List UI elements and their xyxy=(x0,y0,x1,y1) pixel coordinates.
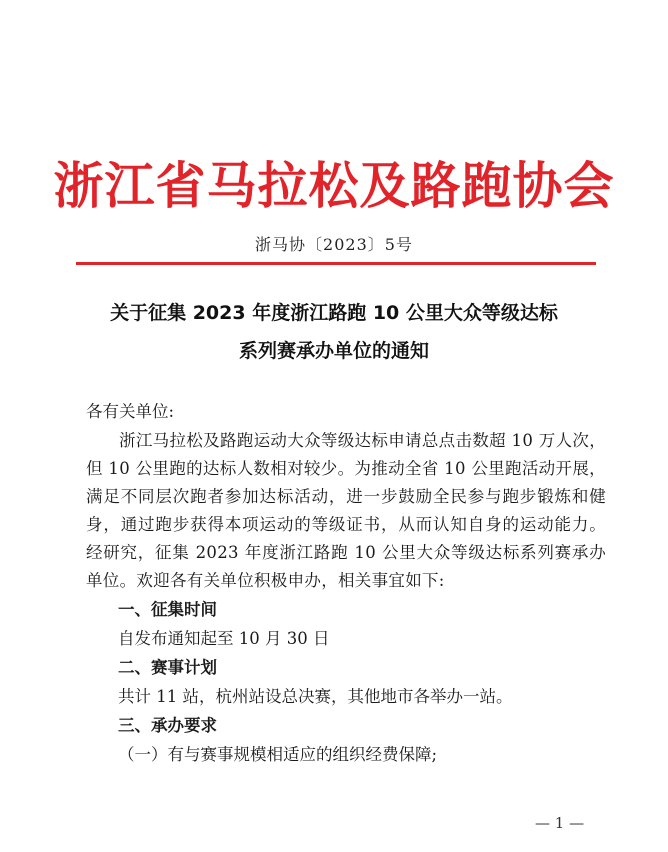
section-3-item-1: （一）有与赛事规模相适应的组织经费保障; xyxy=(118,745,438,764)
organization-title: 浙江省马拉松及路跑协会 xyxy=(53,156,615,215)
document-number: 浙马协〔2023〕5号 xyxy=(255,235,413,254)
salutation: 各有关单位: xyxy=(86,402,175,421)
section-1-heading: 一、征集时间 xyxy=(118,600,217,619)
notice-title-line-1: 关于征集 2023 年度浙江路跑 10 公里大众等级达标 xyxy=(110,302,558,324)
page-number: — 1 — xyxy=(535,814,585,832)
notice-title-line-2: 系列赛承办单位的通知 xyxy=(238,340,429,362)
section-1-text: 自发布通知起至 10 月 30 日 xyxy=(118,629,330,648)
section-2-text: 共计 11 站，杭州站设总决赛，其他地市各举办一站。 xyxy=(118,687,513,706)
intro-paragraph: 浙江马拉松及路跑运动大众等级达标申请总点击数超 10 万人次，但 10 公里跑的达标人数相对较少。为推动全省 10 公里跑活动开展，满足不同层次跑者参加达标活动，进一步鼓励全民参与跑步锻炼和健身，通过跑步获得本项运动的等级证书，从而认知自身的运动能力。经研究，征集 2023 年度浙江路跑 10 公里大众等级达标系列赛承办单位。欢迎各有关单位积极申办，相关事宜如下: xyxy=(86,431,606,590)
section-3-heading: 三、承办要求 xyxy=(118,716,217,735)
red-divider-line xyxy=(76,262,596,265)
section-2-heading: 二、赛事计划 xyxy=(118,658,217,677)
